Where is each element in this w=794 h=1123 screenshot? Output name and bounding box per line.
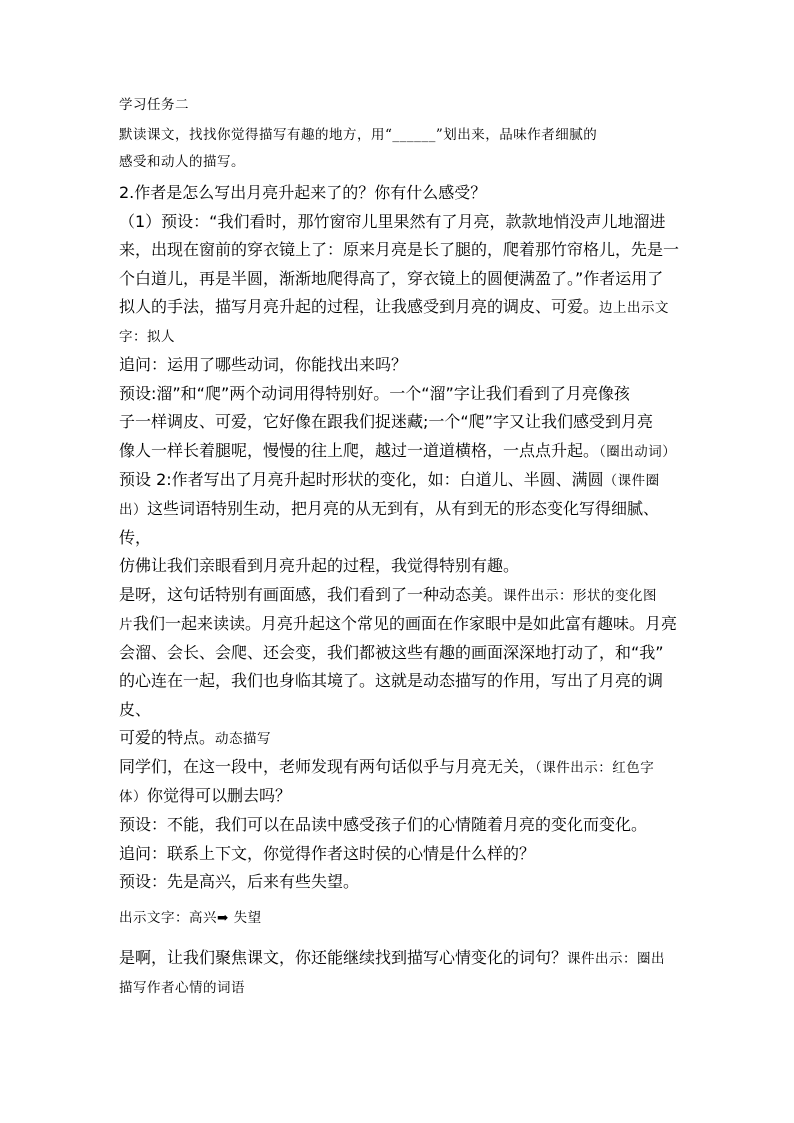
follow-up-question-2: 追问：联系上下文，你觉得作者这时侯的心情是什么样的？ bbox=[119, 843, 536, 863]
annotation-note: 体） bbox=[119, 789, 147, 805]
annotation-note: （课件出示：红色字 bbox=[535, 760, 655, 776]
teacher-question: 同学们，在这一段中，老师发现有两句话似乎与月亮无关，（课件出示：红色字 体）你觉得可以删去吗？ bbox=[119, 757, 655, 805]
task-title: 学习任务二 bbox=[119, 97, 189, 113]
preset-answer-delete: 预设：不能，我们可以在品读中感受孩子们的心情随着月亮的变化而变化。 bbox=[119, 815, 648, 834]
annotation-note: （圈出动词） bbox=[599, 443, 677, 460]
preset-paragraph-1: （1）预设：“我们看时，那竹窗帘儿里果然有了月亮，款款地悄没声儿地溜进 来，出现在窗前的穿衣镜上了：原来月亮是长了腿的，爬着那竹帘格儿，先是一 个白道儿，再是半圆，渐渐地爬得高了，穿衣镜上的圆便满盈了。”作者运用了 拟人的手法，描写月亮升起的过程，让我感受到月亮的调皮、可爱。边上出示文 字：拟人 bbox=[119, 211, 680, 345]
teacher-summary: 是呀，这句话特别有画面感，我们看到了一种动态美。课件出示：形状的变化图 片我们一起来读读。月亮升起这个常见的画面在作家眼中是如此富有趣味。月亮 会溜、会长、会爬、还会变，我们都被这些有趣的画面深深地打动了，和“我” 的心连在一起，我们也身临其境了。这就是动态描写的作用，写出了月亮的调皮、 可爱的特点。动态描写 bbox=[119, 584, 678, 747]
closing-paragraph: 是啊，让我们聚焦课文，你还能继续找到描写心情变化的词句？课件出示：圈出 描写作者心情的词语 bbox=[119, 947, 666, 996]
annotation-note: 课件出示：圈出 bbox=[567, 950, 666, 967]
annotation-note: 片 bbox=[119, 616, 133, 633]
intro-paragraph: 默读课文，找找你觉得描写有趣的地方，用“______”划出来，品味作者细腻的 感受和动人的描写。 bbox=[119, 127, 598, 170]
annotation-note: （课件圈 bbox=[603, 472, 660, 489]
annotation-note: 边上出示文 bbox=[599, 300, 670, 316]
annotation-note: 出） bbox=[119, 501, 147, 518]
follow-up-question-1: 追问：运用了哪些动词，你能找出来吗？ bbox=[119, 355, 408, 374]
annotation-note: 课件出示：形状的变化图 bbox=[503, 587, 658, 604]
annotation-note: 描写作者心情的词语 bbox=[119, 979, 245, 996]
show-text-line: 出示文字：高兴➡ 失望 bbox=[119, 909, 262, 926]
annotation-note: 字：拟人 bbox=[119, 329, 175, 345]
question-2: 2.作者是怎么写出月亮升起来了的？你有什么感受？ bbox=[119, 183, 487, 202]
preset-answer-2: 预设 2:作者写出了月亮升起时形状的变化，如：白道儿、半圆、满圆（课件圈 出）这些词语特别生动，把月亮的从无到有，从有到无的形态变化写得细腻、传， 仿佛让我们亲眼看到月亮升起的过程，我觉得特别有趣。 bbox=[119, 469, 660, 575]
preset-answer-mood: 预设：先是高兴，后来有些失望。 bbox=[119, 872, 360, 891]
document-body bbox=[119, 92, 684, 1002]
preset-answer-verbs: 预设:溜”和“爬”两个动词用得特别好。一个“溜”字让我们看到了月亮像孩 子一样调皮、可爱，它好像在跟我们捉迷藏;一个“爬”字又让我们感受到月亮 像人一样长着腿呢，慢慢的往上爬，越过一道道横格，一点点升起。（圈出动词） bbox=[119, 383, 677, 460]
annotation-note: 动态描写 bbox=[215, 731, 272, 747]
